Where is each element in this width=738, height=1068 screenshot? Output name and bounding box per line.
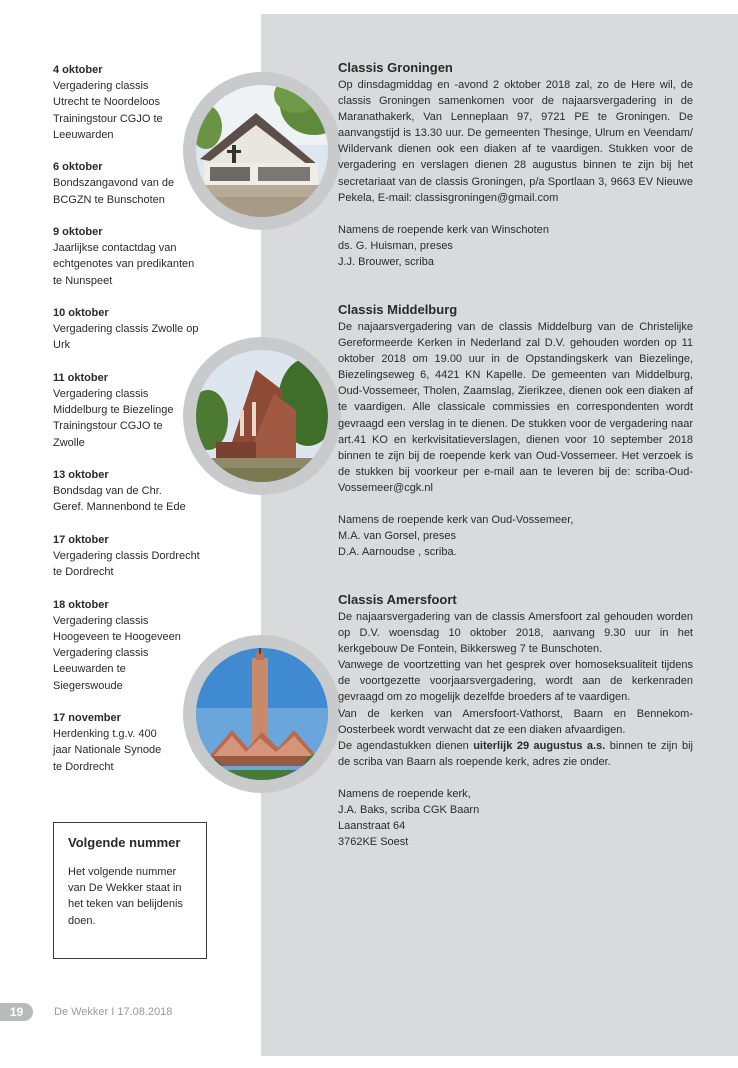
agenda-line: Geref. Mannenbond te Ede — [53, 501, 186, 514]
agenda-line: Vergadering classis — [53, 388, 149, 400]
section-body: Op dinsdagmiddag en -avond 2 oktober 2018 zal, zo de Here wil, de classis Groningen samenkomen voor de najaarsvergadering in de Maranathakerk, Van Lenneplaan 97, 9721 PE te Groningen. De aanvangstijd is 13.30 uur. De gemeenten Thesinge, Ulrum en Veendam/ Wildervank dienen ook een diaken af te vaardigen. Stukken voor de vergadering en verslagen dienen 28 augustus binnen te zijn bij het secretariaat van de classis Groningen, p/a Sportlaan 3, 9663 EV Nieuwe Pekela, E-mail: classisgroningen@gmail.com — [338, 79, 693, 204]
agenda-line: jaar Nationale Synode — [53, 744, 162, 757]
signature-line: J.A. Baks, scriba CGK Baarn — [338, 804, 480, 817]
signature-line: M.A. van Gorsel, preses — [338, 530, 456, 543]
agenda-entry — [53, 224, 213, 289]
agenda-line: Vergadering classis Dordrecht — [53, 550, 200, 562]
agenda-date: 18 oktober — [53, 598, 109, 611]
agenda-line: Herdenking t.g.v. 400 — [53, 728, 157, 741]
next-issue-title: Volgende nummer — [68, 835, 181, 850]
agenda-date: 13 oktober — [53, 469, 109, 481]
agenda-entry — [53, 532, 213, 581]
section-paragraph: Vanwege de voortzetting van het gesprek over homoseksualiteit tijdens de voortgezette voorjaarsvergadering, wordt aan de kerkenraden gevraagd om zo mogelijk dezelfde broeders af te vaardigen. — [338, 659, 693, 704]
signature-line: Laanstraat 64 — [338, 820, 406, 833]
agenda-line: Leeuwarden — [53, 128, 114, 141]
agenda-line: Leeuwarden te — [53, 663, 126, 676]
section-paragraph: Van de kerken van Amersfoort-Vathorst, Baarn en Bennekom-Oosterbeek wordt verwacht dat ze een diaken afvaardigen. — [338, 707, 693, 736]
agenda-entry — [53, 305, 213, 354]
agenda-line: Bondszangavond van de — [53, 177, 175, 190]
section-paragraph: De najaarsvergadering van de classis Amersfoort zal gehouden worden op D.V. woensdag 10 oktober 2018, aanvang 9.30 uur in het kerkgebouw De Fontein, Bikkersweg 7 te Bunschoten. — [338, 611, 693, 656]
signature-line: Namens de roepende kerk van Winschoten — [338, 223, 549, 236]
agenda-entry — [53, 597, 213, 694]
agenda-line: te Dordrecht — [53, 566, 114, 579]
agenda-date: 11 oktober — [53, 371, 109, 384]
agenda-line: Trainingstour CGJO te — [53, 112, 163, 125]
next-issue-body: Het volgende nummer van De Wekker staat in het teken van belijdenis doen. — [68, 866, 183, 927]
signature-line: Namens de roepende kerk van Oud-Vossemeer, — [338, 514, 574, 527]
section-body: De najaarsvergadering van de classis Middelburg van de Christelijke Gereformeerde Kerken in Nederland zal D.V. gehouden worden op 11 oktober 2018 om 19.00 uur in de Opstandingskerk van Biezelinge, Biezelingseweg 6, 4421 KN Kapelle. De gemeenten van Middelburg, Oud-Vossemeer, Tholen, Zaamslag, Zierikzee, dienen ook een diaken af te vaardigen. Alle classicale commissies en correspondenten wordt gevraagd een verslag in te dienen. De stukken voor de vergadering naar art.41 KO en kerkvisitatieverslagen, dienen voor 10 september 2018 binnen te zijn bij de roepende kerk van Oud-Vossemeer. Het verzoek is de stukken bij voorkeur per e-mail aan te leveren bij de: scriba-Oud-Vossemeer@cgk.nl — [338, 321, 693, 494]
agenda-line: Jaarlijkse contactdag van — [53, 242, 177, 255]
agenda-line: Vergadering classis — [53, 647, 149, 660]
agenda-line: echtgenotes van predikanten — [53, 258, 195, 271]
agenda-line: Bondsdag van de Chr. — [53, 485, 162, 498]
section-title: Classis Amersfoort — [338, 592, 457, 607]
agenda-line: Urk — [53, 339, 71, 352]
text-run: binnen te zijn bij de scriba van Baarn als roepende kerk, adres zie onder. — [338, 739, 693, 768]
section-title: Classis Groningen — [338, 60, 453, 75]
signature-line: 3762KE Soest — [338, 836, 409, 849]
page-footer — [0, 1003, 172, 1021]
classis-groningen-section — [338, 60, 693, 270]
page-number: 19 — [0, 1003, 33, 1021]
agenda-date: 10 oktober — [53, 307, 109, 319]
agenda-line: Vergadering classis — [53, 614, 149, 627]
agenda-date: 17 oktober — [53, 533, 109, 546]
agenda-line: Vergadering classis — [53, 80, 149, 93]
deadline-emphasis: uiterlijk 29 augustus a.s. — [473, 739, 606, 752]
signature-line: D.A. Aarnoudse , scriba. — [338, 546, 457, 559]
section-title: Classis Middelburg — [338, 302, 458, 317]
signature-line: Namens de roepende kerk, — [338, 788, 471, 801]
signature-line: ds. G. Huisman, preses — [338, 239, 453, 252]
agenda-entry — [53, 467, 213, 516]
footer-publication: De Wekker I 17.08.2018 — [54, 1006, 173, 1018]
agenda-line: te Nunspeet — [53, 274, 113, 287]
signature-line: J.J. Brouwer, scriba — [338, 256, 434, 269]
text-run: De agendastukken dienen — [338, 739, 474, 752]
church-photo-amersfoort — [196, 648, 328, 780]
agenda-line: Utrecht te Noordeloos — [53, 96, 160, 109]
agenda-line: BCGZN te Bunschoten — [53, 193, 165, 206]
agenda-line: Siegerswoude — [53, 679, 123, 692]
agenda-line: te Dordrecht — [53, 760, 114, 773]
church-photo-middelburg — [196, 350, 328, 482]
agenda-date: 4 oktober — [53, 64, 103, 76]
classis-middelburg-section — [338, 302, 693, 560]
agenda-date: 6 oktober — [53, 161, 103, 174]
agenda-line: Vergadering classis Zwolle op — [53, 323, 199, 336]
agenda-line: Zwolle — [53, 436, 85, 449]
classis-amersfoort-section — [338, 592, 693, 850]
agenda-date: 9 oktober — [53, 226, 103, 238]
church-photo-groningen — [196, 85, 328, 217]
next-issue-box — [53, 822, 207, 959]
agenda-line: Trainingstour CGJO te — [53, 420, 163, 433]
agenda-line: Hoogeveen te Hoogeveen — [53, 631, 181, 643]
section-paragraph — [338, 738, 693, 770]
agenda-line: Middelburg te Biezelinge — [53, 404, 174, 417]
agenda-date: 17 november — [53, 712, 121, 724]
